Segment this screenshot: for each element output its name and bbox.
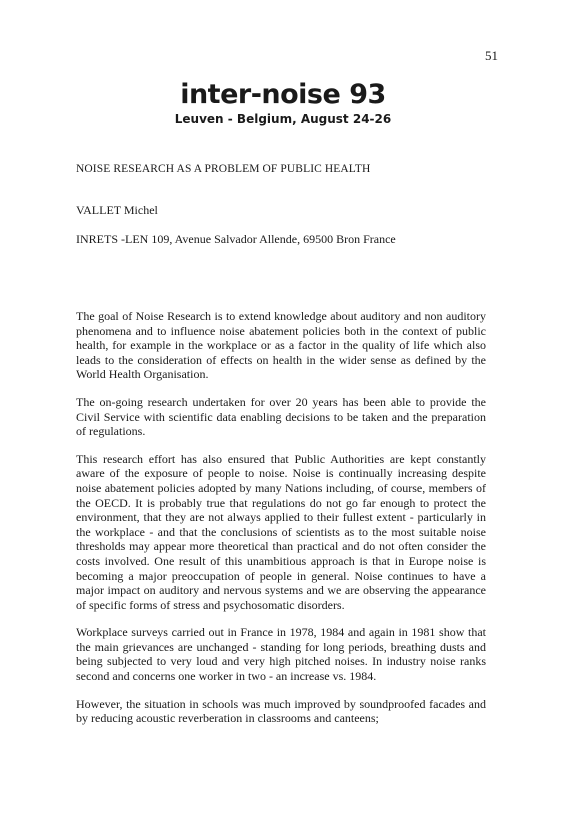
body-paragraph: This research effort has also ensured that Public Authorities are kept constantly aware of the exposure of people to noise. Noise is continually increasing despite noise abatement policies adopted by many Nations including, of course, members of the OECD. It is probably true that regulations do not go far enough to protect the environment, that they are not always applied to their fullest extent - particularly in the workplace - and that the conclusions of scientists as to the most suitable noise thresholds may appear more theoretical than practical and do not often consider the costs involved. One result of this unambitious approach is that in Europe noise is becoming a major preoccupation of people in general. Noise continues to have a major impact on auditory and nervous systems and we are observing the appearance of specific forms of stress and psychosomatic disorders.	[76, 451, 486, 612]
conference-title: inter-noise 93	[180, 79, 386, 110]
body-paragraph: However, the situation in schools was much improved by soundproofed facades and by reducing acoustic reverberation in classrooms and canteens;	[76, 696, 486, 726]
author-affiliation: INRETS -LEN 109, Avenue Salvador Allende, 69500 Bron France	[76, 232, 396, 246]
body-text	[76, 309, 486, 739]
body-paragraph: Workplace surveys carried out in France in 1978, 1984 and again in 1981 show that the main grievances are unchanged - standing for long periods, breathing dusts and being subjected to very loud and very high pitched noises. In industry noise ranks second and concerns one worker in two - an increase vs. 1984.	[76, 625, 486, 684]
page-number: 51	[485, 48, 498, 63]
conference-subtitle: Leuven - Belgium, August 24-26	[174, 112, 392, 126]
body-paragraph: The goal of Noise Research is to extend knowledge about auditory and non auditory phenomena and to influence noise abatement policies both in the context of public health, for example in the workplace or as a factor in the quality of life which also leads to the consideration of effects on health in the wider sense as defined by the World Health Organisation.	[76, 309, 486, 382]
author-name: VALLET Michel	[76, 203, 158, 217]
body-paragraph: The on-going research undertaken for over 20 years has been able to provide the Civil Service with scientific data enabling decisions to be taken and the preparation of regulations.	[76, 394, 486, 439]
paper-title: NOISE RESEARCH AS A PROBLEM OF PUBLIC HEALTH	[76, 163, 371, 175]
